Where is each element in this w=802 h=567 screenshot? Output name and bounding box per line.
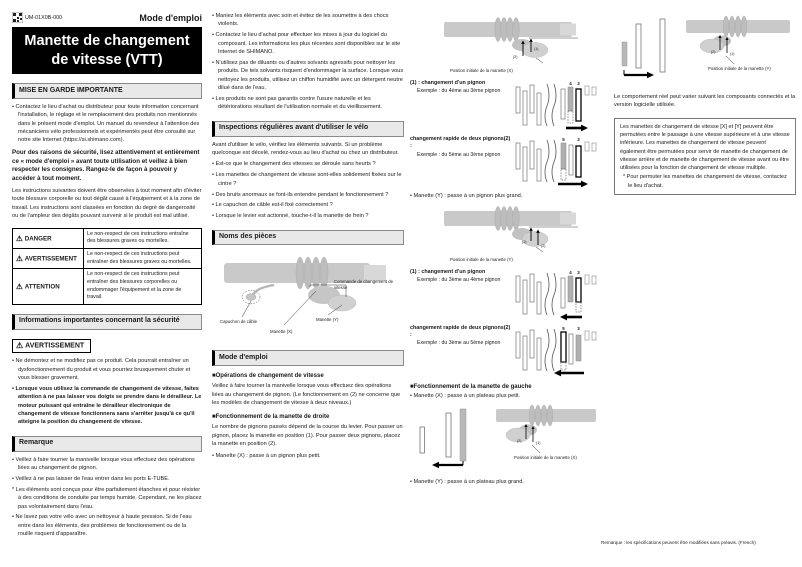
doc-code: UM-01X0B-000 [25, 14, 63, 21]
section-safety-info: Informations importantes concernant la sécurité [12, 314, 202, 330]
inspection-bullet: • Est-ce que le changement des vitesses se déroule sans heurts ? [212, 161, 376, 168]
table-row [13, 269, 202, 305]
shift-direction-arrow [581, 181, 588, 188]
inspection-bullet: • Des bruits anormaux se font-ils entendre pendant le fonctionnement ? [212, 191, 389, 198]
hazard-description: Le non-respect de ces instructions entraîne des blessures graves ou mortelles. [84, 228, 202, 248]
handlebar-shifter-illustration [212, 249, 404, 341]
gear-example-caption: Exemple : du 3ème au 4ème pignon [417, 277, 501, 284]
hazard-label-cell [13, 228, 84, 248]
right-lever-y-diagram [410, 203, 606, 267]
behavior-note: Le comportement réel peut varier suivant les composants connectés et la version logicielle utilisée. [614, 94, 796, 109]
shift-direction-arrow [560, 313, 567, 320]
to-sprocket-number: 4 [569, 269, 572, 275]
left-lever-bullet-y: • Manette (Y) : passe à un plateau plus grand. [410, 478, 524, 485]
section-important-notice: MISE EN GARDE IMPORTANTE [12, 83, 202, 99]
remark-bullet: * Les éléments sont conçus pour être parfaitement étanches et pour résister à des conditions de conduite par temps humide. Cependant, ne les placez pas volontairement dans l'eau. [12, 486, 202, 510]
shifting-ops-text: Veillez à faire tourner la manivelle lorsque vous effectuez des opérations liées au changement de pignon. (Le fonctionnement en (2) ne concerne que les modèles de changement de vitesse à deux niveaux.) [212, 383, 401, 406]
marker-2: (2) [711, 50, 716, 54]
right-lever-bullet-x: • Manette (X) : passe à un pignon plus petit. [212, 452, 321, 459]
section-usage: Mode d'emploi [212, 350, 404, 366]
left-lever-bullet-x: • Manette (X) : passe à un plateau plus petit. [410, 393, 521, 400]
inspections-intro: Avant d'utiliser le vélo, vérifiez les éléments suivants. Si un problème quelconque est décelé, rendez-vous au lieu d'achat ou chez un distributeur. [212, 141, 399, 156]
gear-example-heading: (1) : changement d'un pignon [410, 268, 486, 275]
gear-example-row [410, 80, 606, 132]
pos-initial-x-label: Position initiale de la manette (X) [514, 455, 577, 461]
right-lever-text: Le nombre de pignons passés dépend de la course du levier. Pour passer un pignon, placez la manette en position (1). Pour passer deux pignons, placez la manette en position (2). [212, 424, 403, 448]
safety-bullet: • Ne démontez et ne modifiez pas ce produit. Cela pourrait entraîner un dysfonctionnement du produit et vous pourriez brusquement chuter et vous blesser gravement. [12, 358, 191, 381]
gear-example-row [410, 269, 606, 321]
gear-example-heading: (1) : changement d'un pignon [410, 80, 486, 86]
handlebar-lever-illustration [410, 14, 606, 66]
hazard-label-cell [13, 248, 84, 268]
column-1 [12, 12, 202, 541]
inspection-bullet: • Les manettes de changement de vitesse sont-elles solidement fixées sur le cintre ? [212, 172, 402, 187]
marker-2: (2) [541, 243, 546, 248]
cassette-shift-illustration [514, 269, 606, 321]
marker-1: (1) [522, 239, 527, 244]
to-sprocket-number: 3 [577, 136, 580, 142]
section-remarks: Remarque [12, 436, 202, 452]
pos-initial-x-label: Position initiale de la manette (X) [450, 68, 513, 73]
swap-note-text: Les manettes de changement de vitesse [X] et [Y] peuvent être permutées entre le passage à une vitesse supérieure et à une vitesse inférieure. Les manettes de changement de vitesse peuvent également être permutées pour servir de manette de changement de vitesse arrière et de manette de changement de vitesse avant ou être utilisées pour la fonction de changement de vitesse multiple. [620, 123, 790, 172]
shift-direction-arrow [554, 369, 561, 376]
important-bold-notice: Pour des raisons de sécurité, lisez attentivement et entièrement ce « mode d'emploi » avant toute utilisation et veillez à bien respecter les consignes. Rangez-le de façon à pouvoir y accéder à tout moment. [12, 148, 200, 183]
marker-1: (1) [534, 47, 539, 51]
gear-example-caption: Exemple : du 3ème au 5ème pignon [417, 340, 501, 347]
page-header [12, 12, 202, 23]
from-sprocket-number: 3 [577, 269, 580, 275]
gear-example-text [410, 80, 514, 95]
page-title: Manette de changement de vitesse (VTT) [12, 27, 202, 74]
safety-bullet-bold: • Lorsque vous utilisez la commande de changement de vitesse, faites attention à ne pas laisser vos doigts se prendre dans le dérailleur. Le moteur puissant qui entraîne le dérailleur électronique de changement de vitesse fonctionnera sans s'arrêter jusqu'à ce qu'il atteigne la position du changement de vitesse. [12, 385, 202, 426]
warning-icon: ⚠ [16, 341, 24, 351]
qr-logo-icon [12, 12, 23, 23]
shift-direction-arrow [581, 125, 588, 132]
remark-bullet: • Ne lavez pas votre vélo avec un nettoyeur à haute pression. Si de l'eau entre dans les éléments, des problèmes de fonctionnement ou de la rouille risquent d'apparaître. [12, 514, 192, 538]
hazard-label: ATTENTION [24, 283, 60, 291]
hazard-label: AVERTISSEMENT [24, 255, 77, 263]
marker-1: (1) [730, 52, 735, 56]
to-sprocket-number: 5 [562, 325, 565, 331]
care-bullet: • Les produits ne sont pas garantis contre l'usure naturelle et les détériorations résultant de l'utilisation normale et du vieillissement. [212, 96, 382, 111]
gear-example-row [410, 325, 606, 377]
care-bullet: • N'utilisez pas de diluants ou d'autres solvants agressifs pour nettoyer les produits. De tels solvants risquent d'endommager la surface. Lorsque vous nettoyez les produits, utilisez un chiffon humidifié avec un détergent neutre dilué dans de l'eau. [212, 59, 404, 92]
from-sprocket-number: 3 [577, 325, 580, 331]
hazard-label-cell [13, 269, 84, 305]
cassette-shift-illustration [514, 80, 606, 132]
left-lever-x-diagram [410, 403, 606, 475]
inspection-bullet: • Lorsque le levier est actionné, touche-t-il la manette de frein ? [212, 213, 369, 220]
right-lever-bullet-y: • Manette (Y) : passe à un pignon plus grand. [410, 193, 523, 199]
care-bullet: • Contactez le lieu d'achat pour effectuer les mises à jour du logiciel du composant. Les informations les plus récentes sont disponibles sur le site Internet de SHIMANO. [212, 32, 401, 56]
remark-bullet: • Veillez à faire tourner la manivelle lorsque vous effectuez des opérations liées au changement de pignon. [12, 456, 195, 471]
gear-example-row [410, 136, 606, 188]
care-bullet: • Maniez les éléments avec soin et évitez de les soumettre à des chocs violents. [212, 13, 389, 28]
lever-y-label: Manette (Y) [316, 317, 339, 323]
cassette-shift-illustration [514, 325, 606, 377]
parts-diagram [212, 249, 404, 341]
gear-example-heading: changement rapide de deux pignons(2) : [410, 136, 511, 150]
left-lever-heading: ■Fonctionnement de la manette de gauche [410, 383, 532, 390]
from-sprocket-number: 4 [569, 80, 572, 86]
to-sprocket-number: 3 [577, 80, 580, 86]
gear-example-text [410, 136, 514, 159]
swap-note-sub: * Pour permuter les manettes de changement de vitesse, contactez le lieu d'achat. [623, 174, 787, 189]
cassette-shift-illustration [514, 136, 606, 188]
from-sprocket-number: 5 [562, 136, 565, 142]
gear-example-text [410, 269, 514, 284]
right-lever-heading: ■Fonctionnement de la manette de droite [212, 414, 330, 421]
section-part-names: Noms des pièces [212, 230, 404, 246]
gear-example-caption: Exemple : du 5ème au 3ème pignon [417, 151, 501, 158]
warning-icon: ⚠ [16, 254, 23, 264]
warning-icon: ⚠ [16, 282, 23, 292]
important-intro-bullet: • Contactez le lieu d'achat ou distributeur pour toute information concernant l'installation, le réglage et le remplacement des produits non mentionnés dans le présent mode d'emploi. Un manuel du revendeur à l'attention des mécaniciens vélo professionnels et expérimentés peut être consulté sur notre site Internet (https://si.shimano.com). [12, 103, 200, 144]
column-2 [212, 12, 404, 462]
shift-direction-arrow [647, 72, 654, 78]
gear-example-text [410, 325, 514, 348]
column-3 [410, 12, 606, 489]
classification-intro: Les instructions suivantes doivent être observées à tout moment afin d'éviter toute blessure corporelle ou tout dégât causé à l'équipement et à la zone de travail. Les instructions sont classées en fonction du degré de dangerosité ou de l'ampleur des dégâts pouvant survenir si le produit est mal utilisé. [12, 187, 202, 220]
warning-badge [12, 339, 91, 353]
inspection-bullet: • Le capuchon de câble est-il fixé correctement ? [212, 202, 333, 209]
hazard-label: DANGER [24, 235, 52, 243]
remark-bullet: • Veillez à ne pas laisser de l'eau entrer dans les ports E-TUBE. [12, 475, 170, 482]
lever-x-label: Manette (X) [270, 329, 293, 335]
shifting-ops-heading: ■Opérations de changement de vitesse [212, 373, 324, 380]
marker-2: (2) [517, 439, 522, 444]
warning-icon: ⚠ [16, 233, 23, 243]
left-lever-y-diagram [614, 14, 796, 90]
table-row [13, 228, 202, 248]
shifter-unit-label: Commande de changement de vitesse [334, 279, 394, 290]
hazard-description: Le non-respect de ces instructions peut entraîner des blessures corporelles ou endommager l'équipement et la zone de travail. [84, 269, 202, 305]
cable-cap-label: Capuchon de câble [220, 319, 258, 325]
swap-note-box [614, 118, 796, 195]
pos-initial-y-label: Position initiale de la manette (Y) [708, 66, 771, 71]
shift-direction-arrow [432, 462, 439, 468]
doc-code-group [12, 12, 62, 23]
gear-example-heading: changement rapide de deux pignons(2) : [410, 324, 511, 339]
table-row [13, 248, 202, 268]
footer-note: Remarque : les spécifications peuvent être modifiées sans préavis. (French) [601, 540, 756, 545]
doc-type-label: Mode d'emploi [139, 13, 202, 23]
handlebar-lever-illustration [410, 203, 606, 255]
warning-badge-label: AVERTISSEMENT [25, 342, 85, 350]
hazard-levels-table [12, 228, 202, 305]
marker-1: (1) [536, 441, 541, 446]
section-inspections: Inspections régulières avant d'utiliser le vélo [212, 121, 404, 137]
right-lever-x-diagram [410, 14, 606, 78]
column-4 [614, 12, 796, 195]
hazard-description: Le non-respect de ces instructions peut entraîner des blessures graves ou mortelles. [84, 248, 202, 268]
gear-example-caption: Exemple : du 4ème au 3ème pignon [417, 88, 501, 95]
marker-2: (2) [513, 55, 518, 59]
pos-initial-y-label: Position initiale de la manette (Y) [450, 256, 513, 262]
